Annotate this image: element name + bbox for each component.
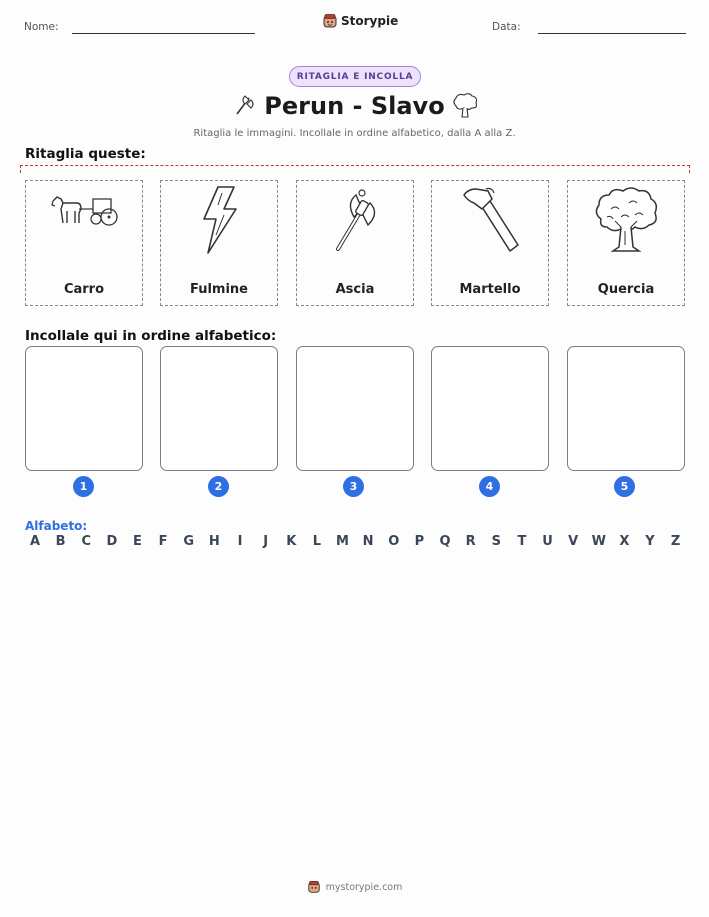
alphabet-letter: N <box>362 534 374 549</box>
paste-slot-3[interactable] <box>296 346 414 471</box>
alphabet-letter: W <box>591 534 606 549</box>
oak-tree-icon <box>591 185 661 255</box>
alphabet-letter: F <box>158 534 168 549</box>
alphabet-letter: I <box>237 534 243 549</box>
instructions: Ritaglia le immagini. Incollale in ordine alfabetico, dalla A alla Z. <box>193 128 516 139</box>
horse-carriage-icon <box>49 189 119 239</box>
brand-logo <box>322 13 398 29</box>
footer-url: mystorypie.com <box>325 881 403 893</box>
slot-number-badge: 5 <box>614 476 635 497</box>
alphabet-letter: X <box>619 534 630 549</box>
paste-slot-1[interactable] <box>25 346 143 471</box>
paste-heading: Incollale qui in ordine alfabetico: <box>25 328 277 344</box>
slot-number-badge: 3 <box>343 476 364 497</box>
alphabet-letter: U <box>542 534 553 549</box>
alphabet-letter: C <box>81 534 92 549</box>
paste-slot-4[interactable] <box>431 346 549 471</box>
cut-card-quercia[interactable] <box>567 180 685 306</box>
date-label: Data: <box>492 21 521 33</box>
card-label: Ascia <box>335 282 375 297</box>
cut-card-carro[interactable] <box>25 180 143 306</box>
alphabet-letter: Q <box>439 534 451 549</box>
slot-number-badge: 4 <box>479 476 500 497</box>
cut-heading: Ritaglia queste: <box>25 146 146 162</box>
card-label: Carro <box>63 282 105 297</box>
alphabet-letter: M <box>336 534 349 549</box>
alphabet-letter: R <box>465 534 476 549</box>
card-label: Quercia <box>597 282 655 297</box>
alphabet-letter: L <box>312 534 322 549</box>
alphabet-letter: J <box>263 534 269 549</box>
card-label: Fulmine <box>189 282 249 297</box>
brand-name: Storypie <box>341 14 399 28</box>
alphabet-letter: A <box>29 534 41 549</box>
activity-badge: RITAGLIA E INCOLLA <box>289 66 421 87</box>
alphabet-letter: H <box>208 534 220 549</box>
paste-slot-2[interactable] <box>160 346 278 471</box>
cut-card-martello[interactable] <box>431 180 549 306</box>
slot-number-badge: 2 <box>208 476 229 497</box>
alphabet-letter: E <box>133 534 142 549</box>
alphabet-letter: V <box>568 534 579 549</box>
cut-line <box>20 165 690 173</box>
alphabet-letter: D <box>106 534 118 549</box>
hammer-icon <box>458 185 522 255</box>
page-title: Perun - Slavo <box>264 92 445 120</box>
alphabet-letter: T <box>517 534 527 549</box>
alphabet-letter: P <box>414 534 425 549</box>
lightning-icon <box>194 185 244 255</box>
alphabet-letter: Y <box>645 534 655 549</box>
alphabet-letter: G <box>183 534 195 549</box>
name-line[interactable] <box>72 33 255 34</box>
alphabet-heading: Alfabeto: <box>25 519 88 533</box>
footer <box>0 880 709 894</box>
alphabet-letter: S <box>491 534 501 549</box>
cut-card-fulmine[interactable] <box>160 180 278 306</box>
storypie-mascot-icon <box>307 880 321 894</box>
oak-tree-icon <box>450 92 480 120</box>
axe-icon <box>328 187 382 253</box>
alphabet-letter: Z <box>670 534 681 549</box>
alphabet-letter: O <box>388 534 400 549</box>
alphabet-row <box>25 534 686 549</box>
slot-number-badge: 1 <box>73 476 94 497</box>
alphabet-letter: B <box>55 534 66 549</box>
name-label: Nome: <box>24 21 59 33</box>
alphabet-letter: K <box>286 534 297 549</box>
card-label: Martello <box>459 282 521 297</box>
storypie-mascot-icon <box>322 13 338 29</box>
date-line[interactable] <box>538 33 686 34</box>
cut-card-ascia[interactable] <box>296 180 414 306</box>
paste-slot-5[interactable] <box>567 346 685 471</box>
